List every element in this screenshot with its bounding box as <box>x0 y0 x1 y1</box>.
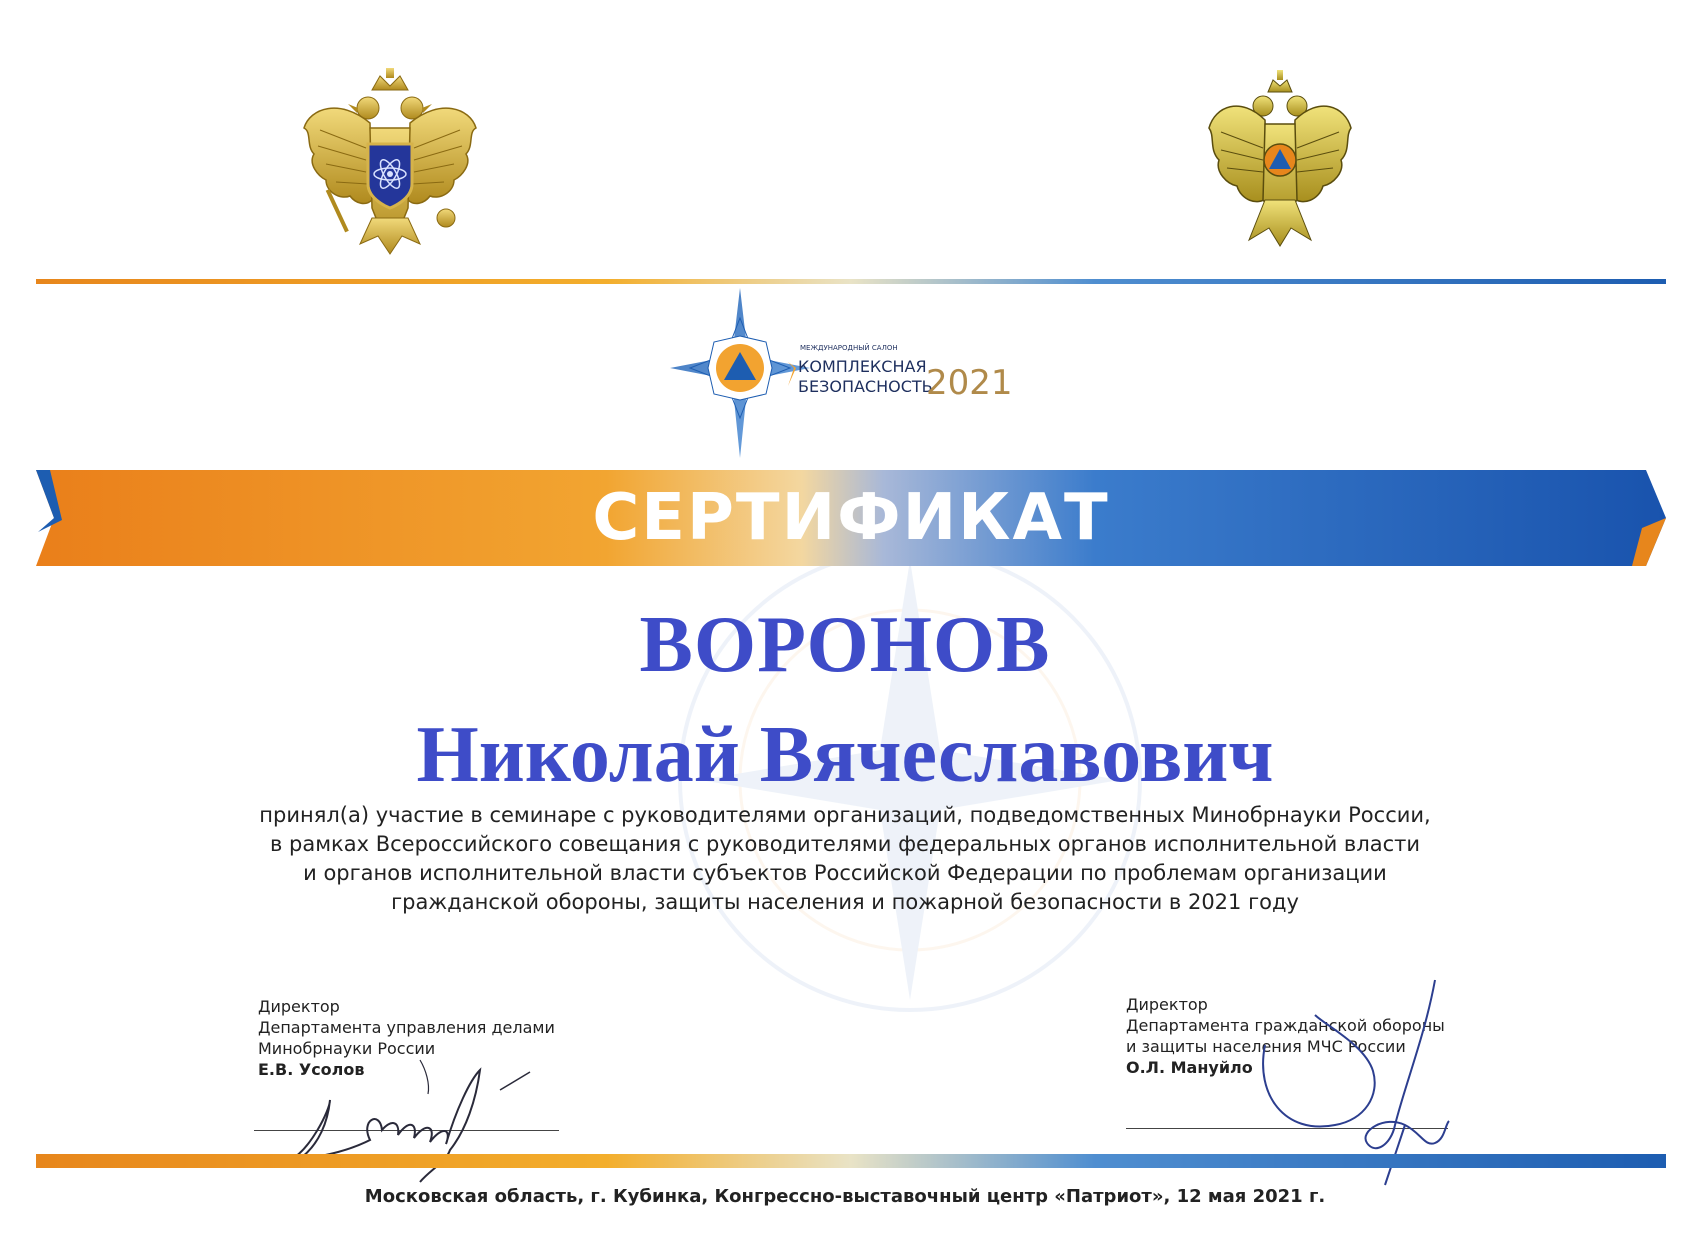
event-location-date: Московская область, г. Кубинка, Конгрессно-выставочный центр «Патриот», 12 мая 2021 г. <box>364 1186 1326 1207</box>
ministry-science-coat-of-arms-icon <box>300 68 480 258</box>
event-logo-caption: МЕЖДУНАРОДНЫЙ САЛОН <box>800 344 898 352</box>
participation-text <box>200 801 1490 917</box>
left-signatory-title: Директор <box>258 997 340 1016</box>
bottom-divider <box>36 1154 1666 1168</box>
event-logo <box>670 288 1040 458</box>
emercom-coat-of-arms-icon <box>1205 70 1355 250</box>
left-signatory-department: Департамента управления делами <box>258 1018 555 1037</box>
left-signatory-name: Е.В. Усолов <box>258 1060 365 1079</box>
right-signatory-name: О.Л. Мануйло <box>1126 1058 1253 1077</box>
recipient-surname: ВОРОНОВ <box>639 601 1051 689</box>
left-handwritten-signature <box>270 1050 550 1190</box>
participation-line: принял(а) участие в семинаре с руководителями организаций, подведомственных Минобрнауки России, <box>259 803 1431 827</box>
participation-line: гражданской обороны, защиты населения и пожарной безопасности в 2021 году <box>391 890 1299 914</box>
event-logo-line1: КОМПЛЕКСНАЯ <box>798 357 927 376</box>
recipient-given-names: Николай Вячеславович <box>416 711 1274 799</box>
top-divider <box>36 279 1666 284</box>
right-signatory-organization: и защиты населения МЧС России <box>1126 1037 1406 1056</box>
participation-line: и органов исполнительной власти субъектов Российской Федерации по проблемам организации <box>303 861 1387 885</box>
event-logo-year: 2021 <box>926 363 1013 403</box>
left-signatory-organization: Минобрнауки России <box>258 1039 436 1058</box>
compass-star-icon <box>670 288 810 458</box>
certificate-title: СЕРТИФИКАТ <box>592 481 1110 555</box>
participation-line: в рамках Всероссийского совещания с руководителями федеральных органов исполнительной власти <box>269 832 1421 856</box>
right-signatory-title: Директор <box>1126 995 1208 1014</box>
event-logo-line2: БЕЗОПАСНОСТЬ <box>798 377 933 396</box>
right-signatory-department: Департамента гражданской обороны <box>1126 1016 1445 1035</box>
